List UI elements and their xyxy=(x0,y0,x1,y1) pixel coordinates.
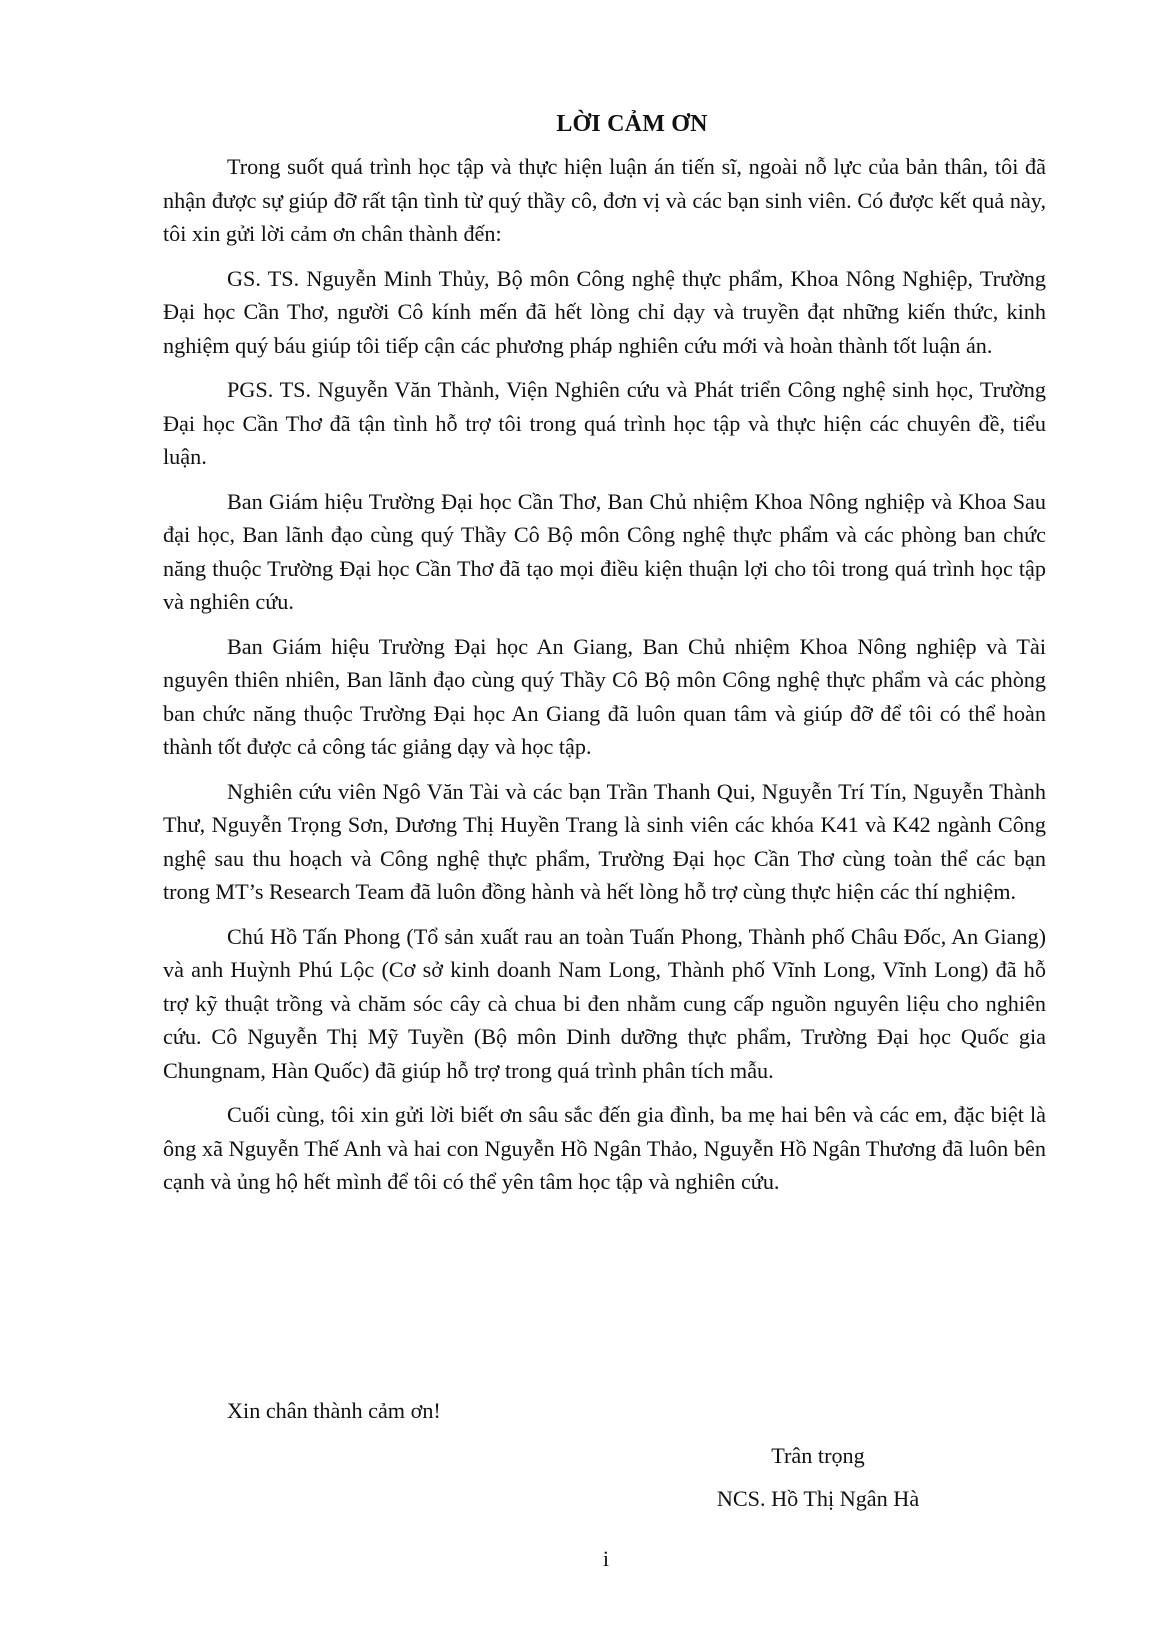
page-title: LỜI CẢM ƠN xyxy=(556,111,708,137)
signature-regards: Trân trọng xyxy=(771,1443,865,1468)
closing-line: Xin chân thành cảm ơn! xyxy=(227,1398,441,1423)
paragraph-family: Cuối cùng, tôi xin gửi lời biết ơn sâu sắc đến gia đình, ba mẹ hai bên và các em, đặc biệt là ông xã Nguyễn Thế Anh và hai con Nguyễn Hồ Ngân Thảo, Nguyễn Hồ Ngân Thương đã luôn bên cạnh và ủng hộ hết mình để tôi có thể yên tâm học tập và nghiên cứu. xyxy=(163,1102,1046,1194)
paragraph-supervisor-1: GS. TS. Nguyễn Minh Thủy, Bộ môn Công nghệ thực phẩm, Khoa Nông Nghiệp, Trường Đại học Cần Thơ, người Cô kính mến đã hết lòng chỉ dạy và truyền đạt những kiến thức, kinh nghiệm quý báu giúp tôi tiếp cận các phương pháp nghiên cứu mới và hoàn thành tốt luận án. xyxy=(163,265,1046,358)
paragraph-supervisor-2: PGS. TS. Nguyễn Văn Thành, Viện Nghiên cứu và Phát triển Công nghệ sinh học, Trường Đại học Cần Thơ đã tận tình hỗ trợ tôi trong quá trình học tập và thực hiện các chuyên đề, tiểu luận. xyxy=(163,377,1046,469)
acknowledgement-body xyxy=(163,150,1046,1210)
paragraph-intro: Trong suốt quá trình học tập và thực hiện luận án tiến sĩ, ngoài nỗ lực của bản thân, tôi đã nhận được sự giúp đỡ rất tận tình từ quý thầy cô, đơn vị và các bạn sinh viên. Có được kết quả này, tôi xin gửi lời cảm ơn chân thành đến: xyxy=(163,154,1046,246)
paragraph-material-support: Chú Hồ Tấn Phong (Tổ sản xuất rau an toàn Tuấn Phong, Thành phố Châu Đốc, An Giang) và anh Huỳnh Phú Lộc (Cơ sở kinh doanh Nam Long, Thành phố Vĩnh Long, Vĩnh Long) đã hỗ trợ kỹ thuật trồng và chăm sóc cây cà chua bi đen nhằm cung cấp nguồn nguyên liệu cho nghiên cứu. Cô Nguyễn Thị Mỹ Tuyền (Bộ môn Dinh dưỡng thực phẩm, Trường Đại học Quốc gia Chungnam, Hàn Quốc) đã giúp hỗ trợ trong quá trình phân tích mẫu. xyxy=(163,923,1046,1083)
paragraph-an-giang-university: Ban Giám hiệu Trường Đại học An Giang, Ban Chủ nhiệm Khoa Nông nghiệp và Tài nguyên thiên nhiên, Ban lãnh đạo cùng quý Thầy Cô Bộ môn Công nghệ thực phẩm và các phòng ban chức năng thuộc Trường Đại học An Giang đã luôn quan tâm và giúp đỡ để tôi có thể hoàn thành tốt được cả công tác giảng dạy và học tập. xyxy=(163,633,1046,759)
paragraph-can-tho-university: Ban Giám hiệu Trường Đại học Cần Thơ, Ban Chủ nhiệm Khoa Nông nghiệp và Khoa Sau đại học, Ban lãnh đạo cùng quý Thầy Cô Bộ môn Công nghệ thực phẩm và các phòng ban chức năng thuộc Trường Đại học Cần Thơ đã tạo mọi điều kiện thuận lợi cho tôi trong quá trình học tập và nghiên cứu. xyxy=(163,488,1046,614)
page-number: i xyxy=(602,1546,610,1571)
paragraph-research-team: Nghiên cứu viên Ngô Văn Tài và các bạn Trần Thanh Qui, Nguyễn Trí Tín, Nguyễn Thành Thư, Nguyễn Trọng Sơn, Dương Thị Huyền Trang là sinh viên các khóa K41 và K42 ngành Công nghệ sau thu hoạch và Công nghệ thực phẩm, Trường Đại học Cần Thơ cùng toàn thể các bạn trong MT’s Research Team đã luôn đồng hành và hết lòng hỗ trợ cùng thực hiện các thí nghiệm. xyxy=(163,778,1046,904)
signature-name: NCS. Hồ Thị Ngân Hà xyxy=(716,1486,920,1511)
